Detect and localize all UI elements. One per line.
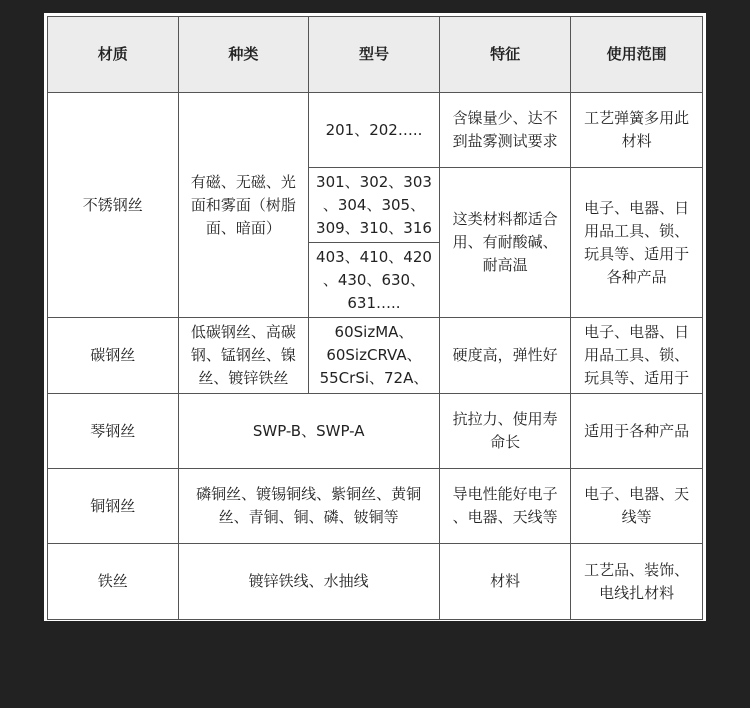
material-cell: 铜钢丝: [48, 469, 179, 544]
feature-cell: 这类材料都适合 用、有耐酸碱、 耐高温: [439, 168, 571, 318]
feature-cell: 抗拉力、使用寿 命长: [439, 394, 571, 469]
model-cell: 201、202…..: [309, 93, 440, 168]
feature-cell: 硬度高，弹性好: [439, 318, 571, 394]
type-model-cell: 镀锌铁线、水抽线: [178, 544, 439, 620]
table-header-row: [48, 17, 703, 93]
table-frame: [44, 13, 706, 621]
table-row: [48, 93, 703, 168]
model-cell: 301、302、303 、304、305、 309、310、316: [309, 168, 440, 243]
type-cell: 低碳钢丝、高碳 钢、锰钢丝、镍 丝、镀锌铁丝: [178, 318, 309, 394]
table-row: [48, 318, 703, 394]
feature-cell: 导电性能好电子 、电器、天线等: [439, 469, 571, 544]
header-feature: 特征: [439, 17, 571, 93]
feature-cell: 含镍量少、达不 到盐雾测试要求: [439, 93, 571, 168]
spec-table: [47, 16, 703, 620]
table-row: [48, 394, 703, 469]
usage-cell: 工艺弹簧多用此 材料: [571, 93, 703, 168]
header-model: 型号: [309, 17, 440, 93]
table-row: [48, 544, 703, 620]
material-cell: 碳钢丝: [48, 318, 179, 394]
table-row: [48, 469, 703, 544]
material-cell: 琴钢丝: [48, 394, 179, 469]
usage-cell: 电子、电器、日 用品工具、锁、 玩具等、适用于: [571, 318, 703, 394]
usage-cell: 适用于各种产品: [571, 394, 703, 469]
material-cell: 铁丝: [48, 544, 179, 620]
usage-cell: 工艺品、装饰、 电线扎材料: [571, 544, 703, 620]
type-model-cell: 磷铜丝、镀锡铜线、紫铜丝、黄铜 丝、青铜、铜、磷、铍铜等: [178, 469, 439, 544]
type-model-cell: SWP-B、SWP-A: [178, 394, 439, 469]
feature-cell: 材料: [439, 544, 571, 620]
type-cell: 有磁、无磁、光 面和雾面（树脂 面、暗面）: [178, 93, 309, 318]
header-material: 材质: [48, 17, 179, 93]
usage-cell: 电子、电器、日 用品工具、锁、 玩具等、适用于 各种产品: [571, 168, 703, 318]
header-type: 种类: [178, 17, 309, 93]
header-usage: 使用范围: [571, 17, 703, 93]
model-cell: 403、410、420 、430、630、 631…..: [309, 243, 440, 318]
model-cell: 60SizMA、 60SizCRVA、 55CrSi、72A、: [309, 318, 440, 394]
material-cell: 不锈钢丝: [48, 93, 179, 318]
usage-cell: 电子、电器、天 线等: [571, 469, 703, 544]
